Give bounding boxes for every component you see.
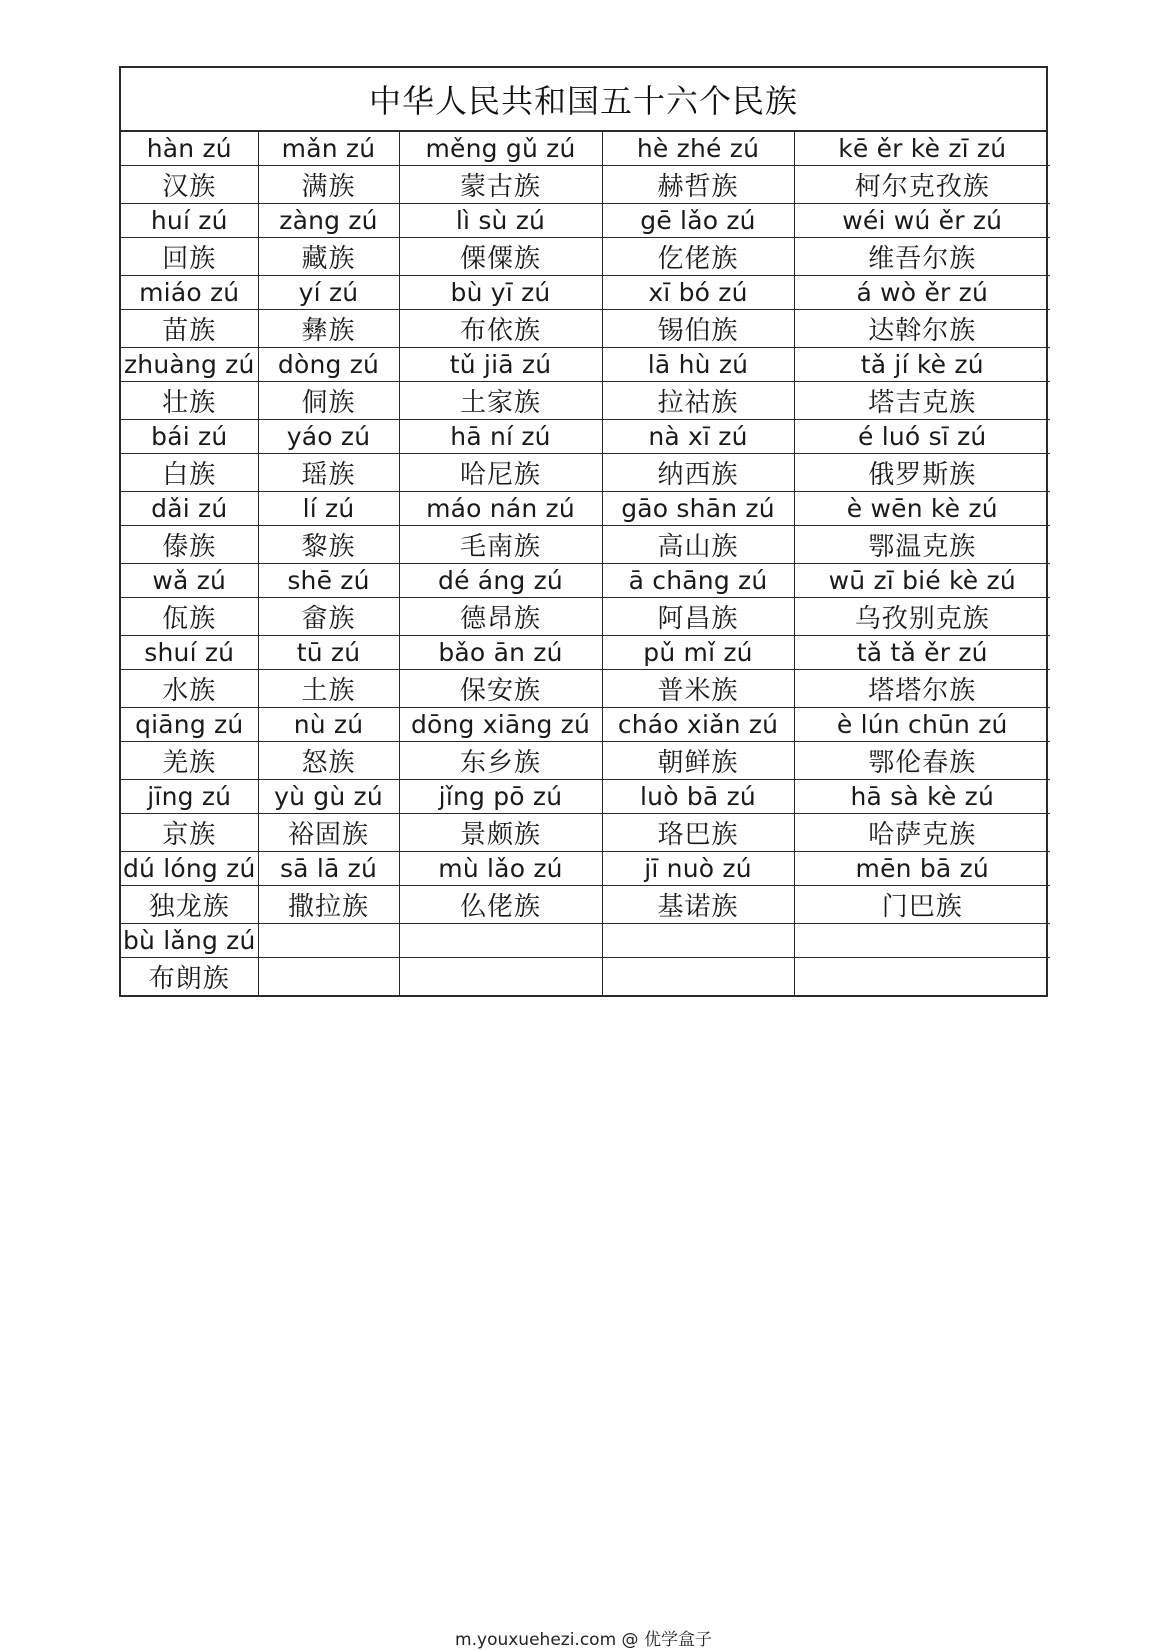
- hanzi-cell: 土家族: [399, 382, 602, 420]
- hanzi-cell: 景颇族: [399, 814, 602, 852]
- pinyin-cell: yù gù zú: [258, 780, 399, 814]
- pinyin-cell: tǎ tǎ ěr zú: [794, 636, 1050, 670]
- hanzi-cell: 仡佬族: [602, 238, 794, 276]
- hanzi-cell: [794, 958, 1050, 996]
- hanzi-cell: 纳西族: [602, 454, 794, 492]
- pinyin-cell: bù yī zú: [399, 276, 602, 310]
- pinyin-cell: qiāng zú: [121, 708, 258, 742]
- pinyin-cell: tǔ jiā zú: [399, 348, 602, 382]
- pinyin-row: [121, 492, 1050, 526]
- hanzi-cell: 鄂伦春族: [794, 742, 1050, 780]
- hanzi-cell: 水族: [121, 670, 258, 708]
- pinyin-cell: è lún chūn zú: [794, 708, 1050, 742]
- hanzi-cell: [258, 958, 399, 996]
- pinyin-cell: bái zú: [121, 420, 258, 454]
- hanzi-row: [121, 598, 1050, 636]
- hanzi-row: [121, 382, 1050, 420]
- pinyin-row: [121, 204, 1050, 238]
- hanzi-cell: 怒族: [258, 742, 399, 780]
- pinyin-cell: tū zú: [258, 636, 399, 670]
- pinyin-cell: zhuàng zú: [121, 348, 258, 382]
- pinyin-cell: lì sù zú: [399, 204, 602, 238]
- hanzi-cell: 白族: [121, 454, 258, 492]
- hanzi-cell: 羌族: [121, 742, 258, 780]
- hanzi-cell: 普米族: [602, 670, 794, 708]
- pinyin-cell: miáo zú: [121, 276, 258, 310]
- hanzi-row: [121, 814, 1050, 852]
- pinyin-cell: shē zú: [258, 564, 399, 598]
- pinyin-cell: [602, 924, 794, 958]
- hanzi-cell: 土族: [258, 670, 399, 708]
- pinyin-cell: [258, 924, 399, 958]
- hanzi-cell: 裕固族: [258, 814, 399, 852]
- hanzi-cell: 撒拉族: [258, 886, 399, 924]
- hanzi-cell: 瑶族: [258, 454, 399, 492]
- pinyin-cell: é luó sī zú: [794, 420, 1050, 454]
- hanzi-cell: 壮族: [121, 382, 258, 420]
- pinyin-cell: luò bā zú: [602, 780, 794, 814]
- pinyin-cell: hā sà kè zú: [794, 780, 1050, 814]
- pinyin-cell: hā ní zú: [399, 420, 602, 454]
- pinyin-cell: è wēn kè zú: [794, 492, 1050, 526]
- hanzi-cell: 拉祜族: [602, 382, 794, 420]
- hanzi-cell: 赫哲族: [602, 166, 794, 204]
- pinyin-cell: huí zú: [121, 204, 258, 238]
- hanzi-cell: 德昂族: [399, 598, 602, 636]
- pinyin-cell: zàng zú: [258, 204, 399, 238]
- hanzi-cell: 珞巴族: [602, 814, 794, 852]
- hanzi-cell: 汉族: [121, 166, 258, 204]
- pinyin-cell: kē ěr kè zī zú: [794, 132, 1050, 166]
- pinyin-cell: yáo zú: [258, 420, 399, 454]
- pinyin-cell: xī bó zú: [602, 276, 794, 310]
- hanzi-cell: 傈僳族: [399, 238, 602, 276]
- pinyin-cell: bǎo ān zú: [399, 636, 602, 670]
- pinyin-cell: mù lǎo zú: [399, 852, 602, 886]
- pinyin-cell: mǎn zú: [258, 132, 399, 166]
- pinyin-cell: máo nán zú: [399, 492, 602, 526]
- hanzi-row: [121, 454, 1050, 492]
- pinyin-cell: lā hù zú: [602, 348, 794, 382]
- hanzi-cell: 彝族: [258, 310, 399, 348]
- hanzi-cell: 回族: [121, 238, 258, 276]
- pinyin-cell: gāo shān zú: [602, 492, 794, 526]
- hanzi-row: [121, 310, 1050, 348]
- pinyin-cell: dú lóng zú: [121, 852, 258, 886]
- hanzi-cell: 俄罗斯族: [794, 454, 1050, 492]
- pinyin-cell: hàn zú: [121, 132, 258, 166]
- pinyin-row: [121, 348, 1050, 382]
- hanzi-cell: 朝鲜族: [602, 742, 794, 780]
- hanzi-cell: 基诺族: [602, 886, 794, 924]
- page-title: 中华人民共和国五十六个民族: [121, 68, 1046, 132]
- pinyin-cell: bù lǎng zú: [121, 924, 258, 958]
- hanzi-cell: 锡伯族: [602, 310, 794, 348]
- pinyin-cell: dōng xiāng zú: [399, 708, 602, 742]
- pinyin-cell: ā chāng zú: [602, 564, 794, 598]
- hanzi-cell: [399, 958, 602, 996]
- hanzi-cell: 畲族: [258, 598, 399, 636]
- pinyin-cell: wū zī bié kè zú: [794, 564, 1050, 598]
- hanzi-cell: 鄂温克族: [794, 526, 1050, 564]
- hanzi-row: [121, 742, 1050, 780]
- hanzi-cell: 毛南族: [399, 526, 602, 564]
- pinyin-cell: pǔ mǐ zú: [602, 636, 794, 670]
- pinyin-cell: yí zú: [258, 276, 399, 310]
- pinyin-cell: hè zhé zú: [602, 132, 794, 166]
- pinyin-cell: nù zú: [258, 708, 399, 742]
- pinyin-row: [121, 852, 1050, 886]
- pinyin-cell: gē lǎo zú: [602, 204, 794, 238]
- hanzi-cell: 东乡族: [399, 742, 602, 780]
- hanzi-row: [121, 526, 1050, 564]
- hanzi-cell: 维吾尔族: [794, 238, 1050, 276]
- hanzi-cell: 哈尼族: [399, 454, 602, 492]
- pinyin-row: [121, 276, 1050, 310]
- pinyin-cell: [399, 924, 602, 958]
- hanzi-cell: 塔吉克族: [794, 382, 1050, 420]
- hanzi-row: [121, 670, 1050, 708]
- hanzi-cell: 黎族: [258, 526, 399, 564]
- hanzi-cell: 柯尔克孜族: [794, 166, 1050, 204]
- footer-source: m.youxuehezi.com @ 优学盒子: [455, 1630, 712, 1650]
- pinyin-row: [121, 708, 1050, 742]
- pinyin-cell: jīng zú: [121, 780, 258, 814]
- hanzi-row: [121, 958, 1050, 996]
- hanzi-cell: 塔塔尔族: [794, 670, 1050, 708]
- hanzi-row: [121, 166, 1050, 204]
- hanzi-cell: 乌孜别克族: [794, 598, 1050, 636]
- hanzi-row: [121, 238, 1050, 276]
- pinyin-cell: dé áng zú: [399, 564, 602, 598]
- hanzi-cell: 布依族: [399, 310, 602, 348]
- hanzi-cell: 哈萨克族: [794, 814, 1050, 852]
- hanzi-cell: 侗族: [258, 382, 399, 420]
- hanzi-row: [121, 886, 1050, 924]
- pinyin-row: [121, 564, 1050, 598]
- pinyin-row: [121, 420, 1050, 454]
- pinyin-row: [121, 132, 1050, 166]
- pinyin-row: [121, 636, 1050, 670]
- hanzi-cell: 高山族: [602, 526, 794, 564]
- hanzi-cell: 满族: [258, 166, 399, 204]
- pinyin-cell: á wò ěr zú: [794, 276, 1050, 310]
- pinyin-cell: jī nuò zú: [602, 852, 794, 886]
- hanzi-cell: [602, 958, 794, 996]
- ethnic-groups-sheet: [119, 66, 1048, 997]
- hanzi-cell: 布朗族: [121, 958, 258, 996]
- hanzi-cell: 蒙古族: [399, 166, 602, 204]
- pinyin-cell: wǎ zú: [121, 564, 258, 598]
- pinyin-cell: lí zú: [258, 492, 399, 526]
- pinyin-cell: nà xī zú: [602, 420, 794, 454]
- pinyin-row: [121, 780, 1050, 814]
- pinyin-row: [121, 924, 1050, 958]
- pinyin-cell: dǎi zú: [121, 492, 258, 526]
- pinyin-cell: jǐng pō zú: [399, 780, 602, 814]
- pinyin-cell: dòng zú: [258, 348, 399, 382]
- pinyin-cell: shuí zú: [121, 636, 258, 670]
- hanzi-cell: 阿昌族: [602, 598, 794, 636]
- pinyin-cell: cháo xiǎn zú: [602, 708, 794, 742]
- pinyin-cell: [794, 924, 1050, 958]
- hanzi-cell: 独龙族: [121, 886, 258, 924]
- hanzi-cell: 京族: [121, 814, 258, 852]
- ethnic-groups-table: [121, 132, 1050, 995]
- hanzi-cell: 苗族: [121, 310, 258, 348]
- hanzi-cell: 佤族: [121, 598, 258, 636]
- pinyin-cell: mēn bā zú: [794, 852, 1050, 886]
- hanzi-cell: 达斡尔族: [794, 310, 1050, 348]
- hanzi-cell: 藏族: [258, 238, 399, 276]
- pinyin-cell: wéi wú ěr zú: [794, 204, 1050, 238]
- hanzi-cell: 保安族: [399, 670, 602, 708]
- hanzi-cell: 仫佬族: [399, 886, 602, 924]
- pinyin-cell: sā lā zú: [258, 852, 399, 886]
- hanzi-cell: 傣族: [121, 526, 258, 564]
- hanzi-cell: 门巴族: [794, 886, 1050, 924]
- pinyin-cell: měng gǔ zú: [399, 132, 602, 166]
- pinyin-cell: tǎ jí kè zú: [794, 348, 1050, 382]
